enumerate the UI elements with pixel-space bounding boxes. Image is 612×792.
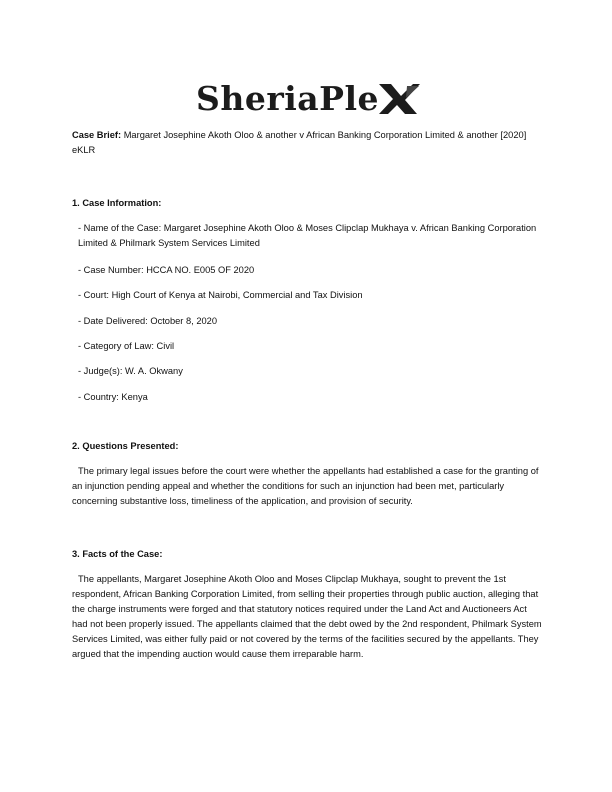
facts-paragraph: The appellants, Margaret Josephine Akoth Oloo and Moses Clipclap Mukhaya, sought to prevent the 1st respondent, African Banking Corporation Limited, from selling their properties through public auction, alleging that the charge instruments were forged and that statutory notices required under the Land Act and Auctioneers Act had not been properly issued. The appellants claimed that the debt owed by the 2nd respondent, Philmark System Services Limited, was either fully paid or not covered by the terms of the facilities secured by the appellants. They argued that the impending auction would cause them irreparable harm. (72, 574, 542, 659)
case-info-date: - Date Delivered: October 8, 2020 (78, 316, 218, 326)
x-mark-icon (377, 82, 421, 116)
sheriaplex-logo (196, 78, 426, 120)
case-info-judge: - Judge(s): W. A. Okwany (78, 366, 183, 376)
section-heading-questions-presented: 2. Questions Presented: (72, 441, 179, 451)
case-brief-title: Margaret Josephine Akoth Oloo & another v African Banking Corporation Limited & another [2020] eKLR (72, 130, 527, 155)
case-info-category: - Category of Law: Civil (78, 341, 175, 351)
logo-text: SheriaPle (196, 79, 379, 118)
case-info-country: - Country: Kenya (78, 392, 148, 402)
questions-presented-paragraph: The primary legal issues before the court were whether the appellants had established a case for the granting of an injunction pending appeal and whether the conditions for such an injunction had been met, particularly concerning substantive loss, timeliness of the application, and provision of security. (72, 466, 539, 506)
case-info-number: - Case Number: HCCA NO. E005 OF 2020 (78, 265, 255, 275)
case-brief-label: Case Brief: (72, 130, 122, 140)
section-heading-case-information: 1. Case Information: (72, 198, 162, 208)
case-info-court: - Court: High Court of Kenya at Nairobi, Commercial and Tax Division (78, 290, 363, 300)
section-heading-facts: 3. Facts of the Case: (72, 549, 163, 559)
case-brief (72, 128, 542, 158)
case-info-name: - Name of the Case: Margaret Josephine Akoth Oloo & Moses Clipclap Mukhaya v. African Banking Corporation Limited & Philmark System Services Limited (78, 223, 537, 248)
